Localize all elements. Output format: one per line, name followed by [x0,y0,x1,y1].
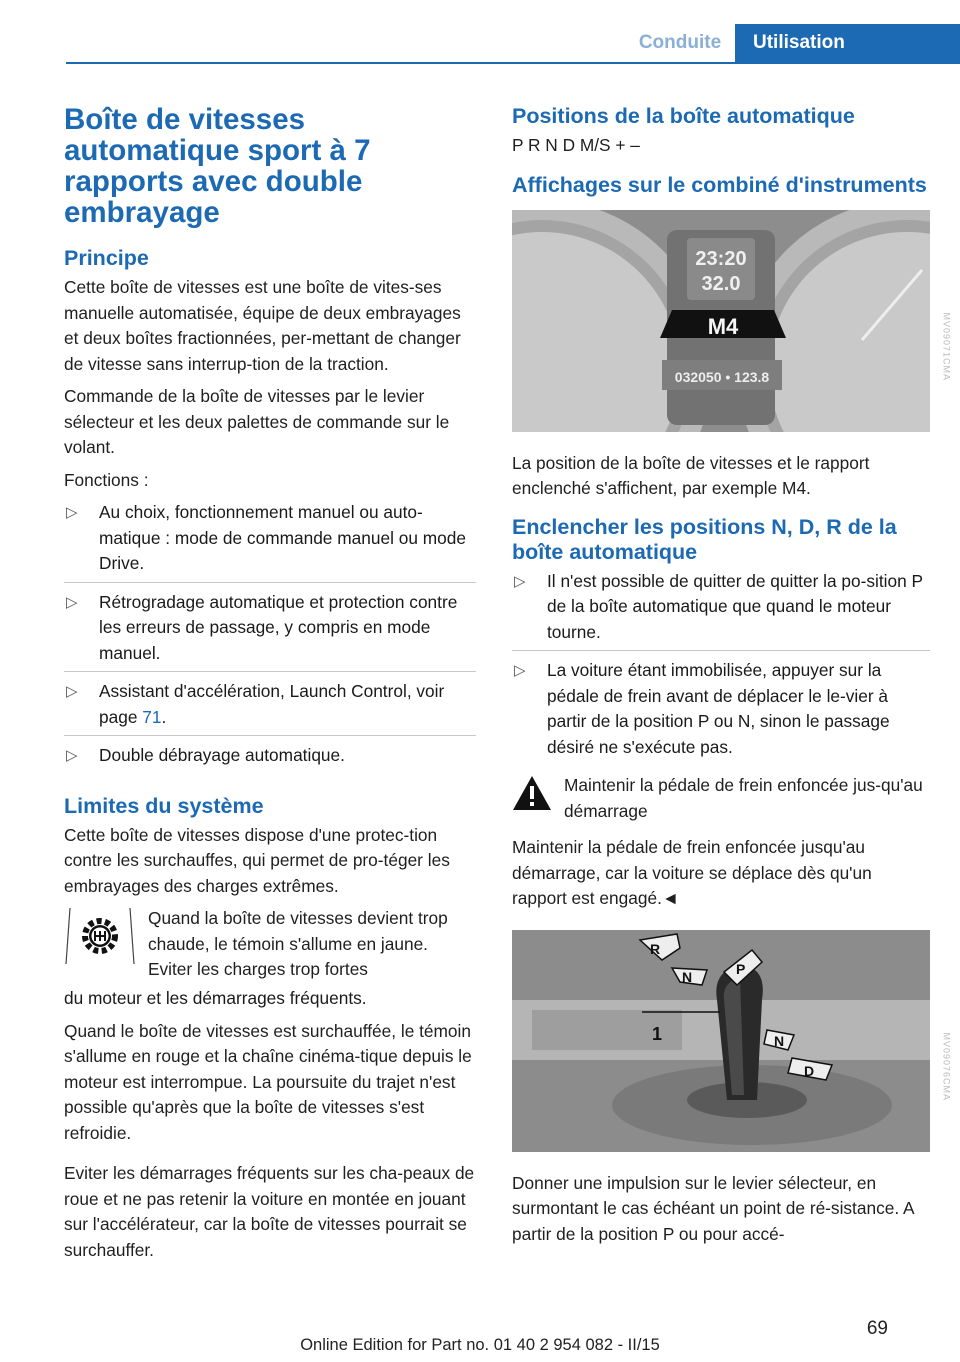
list-item [512,658,930,766]
list-item [64,679,476,736]
warning-triangle-icon [512,775,552,811]
limites-paragraph-2: Quand le boîte de vitesses est surchauffée, le témoin s'allume en rouge et la chaîne cinéma-tique depuis le moteur est interrompue. La poursuite du trajet n'est possible qu'après que la boîte de vitesses s'est refroidie. [64,1020,472,1143]
functions-list [64,500,476,775]
list-item-suffix: . [161,706,167,727]
limites-paragraph-3: Eviter les démarrages fréquents sur les cha-peaux de roue et ne pas retenir la voiture en montée en jouant sur l'accélérateur, car la boîte de vitesses pourrait se surchauffer. [64,1163,475,1260]
heading-affichages: Affichages sur le combiné d'instruments [512,172,927,197]
caution-note [512,773,930,831]
arrow-label-n-bottom: N [774,1032,785,1049]
overheat-warning-text: Quand la boîte de vitesses devient trop chaude, le témoin s'allume en jaune. Eviter les charges trop fortes [148,908,448,979]
list-item [64,743,476,775]
list-item-text: Double débrayage automatique. [99,745,345,765]
figure-code: MV09071CMA [942,311,952,381]
list-item-text: Au choix, fonctionnement manuel ou auto-matique : mode de commande manuel ou mode Drive. [99,502,466,573]
heading-limites: Limites du système [64,793,264,818]
arrow-label-r: R [650,940,661,957]
principe-paragraph-2: Commande de la boîte de vitesses par le levier sélecteur et les deux palettes de commande sur le volant. [64,386,450,457]
list-item [512,569,930,652]
heading-positions: Positions de la boîte automatique [512,104,855,128]
enclencher-list [512,569,930,767]
list-item-text: Rétrogradage automatique et protection contre les erreurs de passage, y compris en mode manuel. [99,591,458,663]
tab-conduite[interactable]: Conduite [638,32,722,53]
overheat-warning [64,906,476,984]
triangle-bullet-icon: ▷ [66,593,78,611]
heading-principe: Principe [64,246,149,270]
page-number: 69 [866,1318,888,1339]
page-link-71[interactable]: 71 [142,706,162,727]
cluster-time: 23:20 [695,247,747,270]
arrow-label-p: P [736,960,746,977]
principe-paragraph-1: Cette boîte de vitesses est une boîte de vites-ses manuelle automatisée, équipe de deux embrayages et deux boîtes fractionnées, per-mettant de changer de vitesse sans interrup-tion de la traction. [64,277,461,374]
triangle-bullet-icon: ▷ [66,504,78,521]
callout-number: 1 [652,1023,663,1044]
instrument-cluster-figure [512,210,952,437]
positions-text: P R N D M/S + – [512,135,640,155]
list-item-text: Il n'est possible de quitter de quitter la po-sition P de la boîte automatique que quand le moteur tourne. [547,570,923,642]
list-item [64,500,476,583]
cluster-temp: 32.0 [701,272,741,295]
instrument-cluster-image [512,210,930,432]
selector-lever-figure [512,930,952,1157]
lever-caption: Donner une impulsion sur le levier sélecteur, en surmontant le cas échéant un point de ré-sistance. A partir de la position P ou pour accé- [512,1172,914,1244]
triangle-bullet-icon: ▷ [66,683,78,700]
arrow-label-d: D [804,1062,815,1079]
transmission-warning-icon [64,906,136,966]
right-column [512,104,952,1254]
caution-continued: Maintenir la pédale de frein enfoncée jusqu'au démarrage, car la voiture se déplace dès qu'un rapport est engagé.◄ [512,837,872,908]
triangle-bullet-icon: ▷ [514,662,526,679]
limites-paragraph-1: Cette boîte de vitesses dispose d'une protec-tion contre les surchauffes, qui permet de pro-téger les embrayages des charges extrêmes. [64,824,450,896]
selector-lever-image [512,930,930,1152]
cluster-odometer: 032050 • 123.8 [674,368,770,385]
triangle-bullet-icon: ▷ [66,747,78,764]
left-column [64,104,476,1270]
list-item-text: La voiture étant immobilisée, appuyer sur la pédale de frein avant de déplacer le le-vier à partir de la position P ou N, sinon le passage désiré ne s'exécute pas. [547,660,890,757]
list-item-text: Assistant d'accélération, Launch Control, voir page [99,681,445,727]
overheat-warning-continued: du moteur et les démarrages fréquents. [64,988,367,1008]
figure-code: MV09076CMA [942,1031,952,1101]
cluster-gear: M4 [707,313,739,339]
tab-utilisation[interactable]: Utilisation [735,24,960,64]
triangle-bullet-icon: ▷ [514,572,526,590]
principe-paragraph-3: Fonctions : [64,469,149,490]
cluster-caption: La position de la boîte de vitesses et le rapport enclenché s'affichent, par exemple M4. [512,452,870,498]
page-title: Boîte de vitesses automatique sport à 7 rapports avec double embrayage [64,103,371,229]
edition-footer: Online Edition for Part no. 01 40 2 954 082 - II/15 [300,1336,660,1354]
list-item [64,590,476,673]
page-header [66,24,960,64]
heading-enclencher: Enclencher les positions N, D, R de la boîte automatique [512,514,897,564]
arrow-label-n-top: N [682,968,693,985]
caution-text: Maintenir la pédale de frein enfoncée jus-qu'au démarrage [564,775,923,821]
